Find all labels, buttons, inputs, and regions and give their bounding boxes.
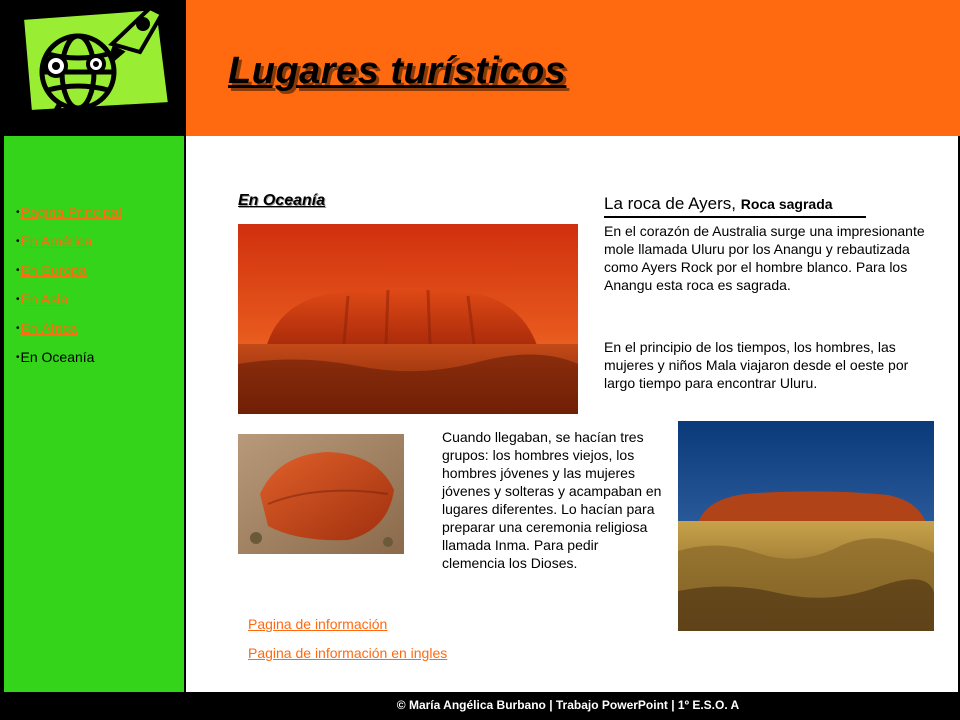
rock-title-sub: Roca sagrada — [740, 196, 833, 212]
link-pagina-informacion-ingles[interactable]: Pagina de información en ingles — [248, 645, 448, 661]
link-en-africa[interactable]: En África — [20, 320, 78, 336]
current-page-label: En Oceanía — [20, 349, 95, 365]
globe-rocket-icon — [0, 0, 186, 136]
paragraph-groups: Cuando llegaban, se hacían tres grupos: los hombres viejos, los hombres jóvenes y las mujeres jóvenes y solteras y acampaban en lugares diferentes. Lo hacían para preparar una ceremonia religiosa llamada Inma. Para pedir clemencia los Dioses. — [442, 429, 662, 571]
link-en-america[interactable]: En América — [20, 233, 93, 249]
uluru-aerial-photo — [238, 434, 404, 554]
main-content — [186, 136, 960, 692]
link-en-asia[interactable]: En Asia — [20, 291, 68, 307]
rock-title — [604, 194, 833, 214]
sidebar-item-oceania: •En Oceanía — [16, 349, 95, 365]
sidebar-item-pagina-principal: •Pagina Principal — [16, 204, 122, 220]
sidebar-item-africa: •En África — [16, 320, 78, 336]
paragraph-origin: En el principio de los tiempos, los hombres, las mujeres y niños Mala viajaron desde el oeste por largo tiempo para encontrar Uluru. — [604, 339, 909, 391]
sidebar-item-asia: •En Asia — [16, 291, 68, 307]
sidebar — [0, 136, 186, 692]
link-en-europa[interactable]: En Europa — [20, 262, 87, 278]
rock-title-main: La roca de Ayers, — [604, 194, 741, 213]
section-heading: En Oceanía — [238, 192, 326, 209]
sidebar-nav — [16, 198, 122, 372]
uluru-sunset-photo — [238, 224, 578, 414]
header — [186, 0, 960, 136]
paragraph-intro: En el corazón de Australia surge una impresionante mole llamada Uluru por los Anangu y rebautizada como Ayers Rock por el hombre blanco. Para los Anangu esta roca es sagrada. — [604, 223, 925, 293]
link-pagina-informacion[interactable]: Pagina de información — [248, 616, 388, 632]
rock-title-underline — [604, 216, 866, 218]
footer-credits: © María Angélica Burbano | Trabajo PowerPoint | 1º E.S.O. A — [396, 698, 740, 712]
link-pagina-principal[interactable]: Pagina Principal — [20, 204, 122, 220]
sidebar-item-europa: •En Europa — [16, 262, 87, 278]
logo — [0, 0, 186, 136]
uluru-grassland-photo — [678, 421, 934, 631]
sidebar-item-america: •En América — [16, 233, 93, 249]
footer — [0, 692, 960, 720]
page-title: Lugares turísticos — [228, 50, 567, 92]
